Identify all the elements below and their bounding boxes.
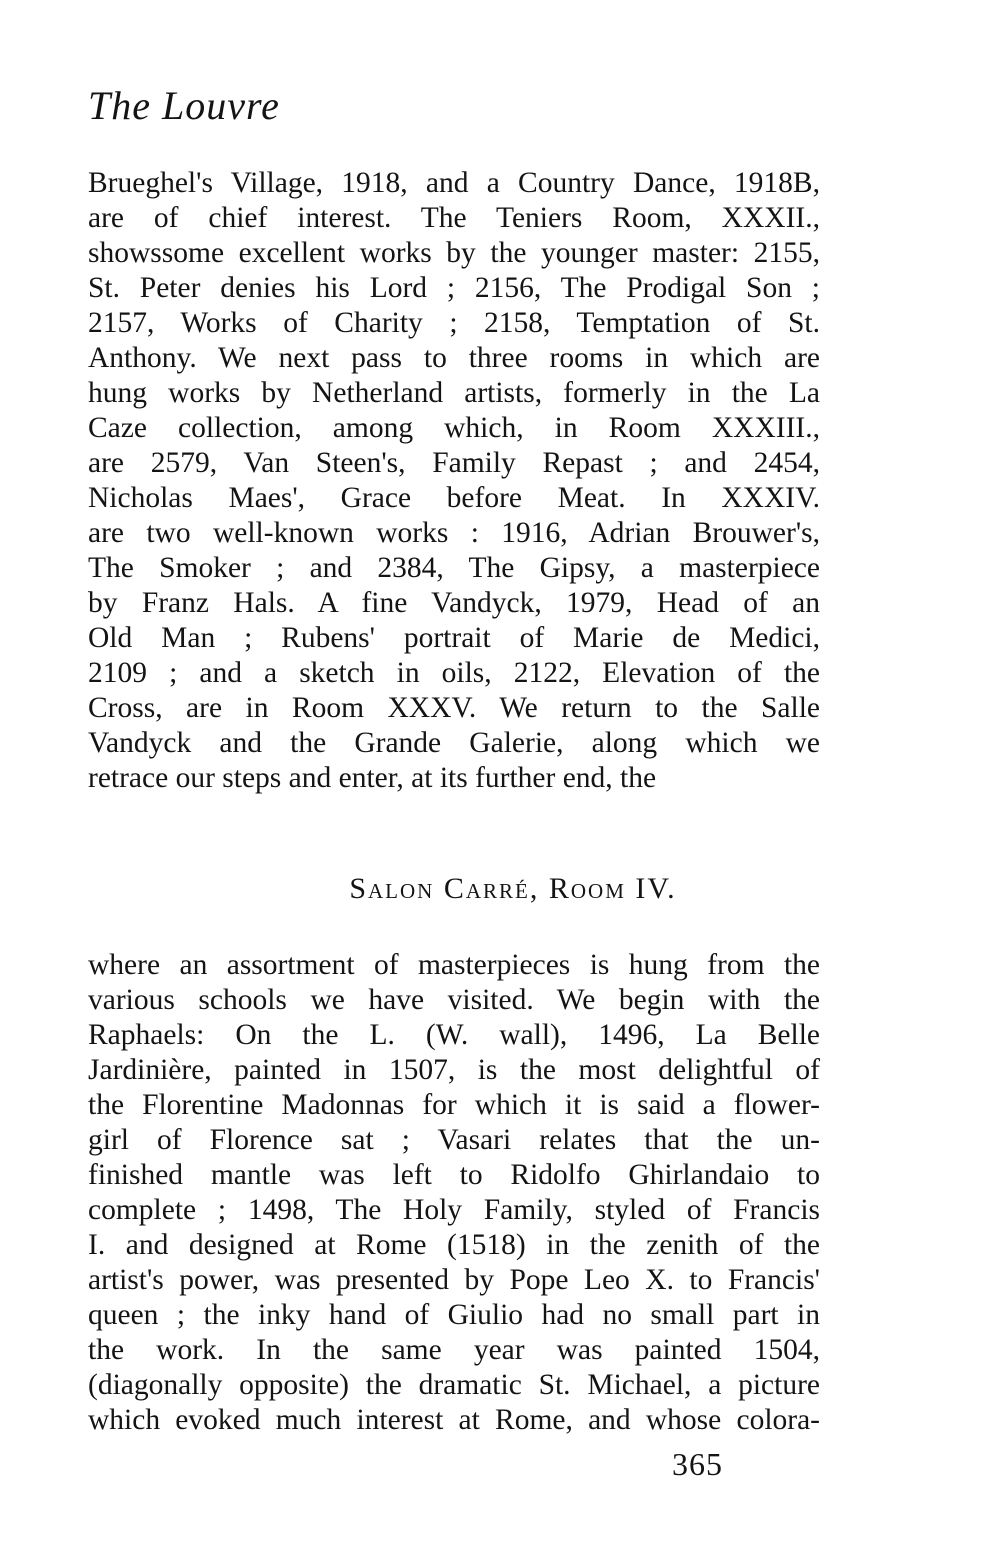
text-line: the work. In the same year was painted 1504, xyxy=(88,1334,820,1366)
text-line: are two well-known works : 1916, Adrian Brouwer's, xyxy=(88,517,820,549)
text-line: the Florentine Madonnas for which it is said a flower- xyxy=(88,1089,820,1121)
text-line: St. Peter denies his Lord ; 2156, The Prodigal Son ; xyxy=(88,272,820,304)
text-line: where an assortment of masterpieces is hung from the xyxy=(88,949,820,981)
text-line: are of chief interest. The Teniers Room, XXXII., xyxy=(88,202,820,234)
text-line: hung works by Netherland artists, formerly in the La xyxy=(88,377,820,409)
section-heading: Salon Carré, Room IV. xyxy=(349,872,677,905)
text-line: various schools we have visited. We begin with the xyxy=(88,984,820,1016)
text-line: Jardinière, painted in 1507, is the most delightful of xyxy=(88,1054,820,1086)
text-line: retrace our steps and enter, at its further end, the xyxy=(88,762,657,794)
text-line: showssome excellent works by the younger master: 2155, xyxy=(88,237,820,269)
text-line: Caze collection, among which, in Room XXXIII., xyxy=(88,412,820,444)
text-line: I. and designed at Rome (1518) in the zenith of the xyxy=(88,1229,820,1261)
text-line: girl of Florence sat ; Vasari relates that the un- xyxy=(88,1124,820,1156)
running-head: The Louvre xyxy=(88,83,280,128)
text-line: The Smoker ; and 2384, The Gipsy, a masterpiece xyxy=(88,552,820,584)
text-line: which evoked much interest at Rome, and whose colora- xyxy=(88,1404,820,1436)
text-line: Nicholas Maes', Grace before Meat. In XXXIV. xyxy=(88,482,820,514)
text-line: are 2579, Van Steen's, Family Repast ; and 2454, xyxy=(88,447,820,479)
paragraph-2 xyxy=(88,948,820,1438)
text-line: Old Man ; Rubens' portrait of Marie de Medici, xyxy=(88,622,820,654)
text-line: Brueghel's Village, 1918, and a Country Dance, 1918B, xyxy=(88,167,820,199)
text-line: complete ; 1498, The Holy Family, styled of Francis xyxy=(88,1194,820,1226)
text-line: Anthony. We next pass to three rooms in which are xyxy=(88,342,820,374)
paragraph-1 xyxy=(88,166,820,796)
text-line: Vandyck and the Grande Galerie, along which we xyxy=(88,727,820,759)
text-line: (diagonally opposite) the dramatic St. Michael, a picture xyxy=(88,1369,820,1401)
text-line: 2157, Works of Charity ; 2158, Temptation of St. xyxy=(88,307,820,339)
text-line: Cross, are in Room XXXV. We return to the Salle xyxy=(88,692,820,724)
text-line: 2109 ; and a sketch in oils, 2122, Elevation of the xyxy=(88,657,820,689)
text-line: Raphaels: On the L. (W. wall), 1496, La Belle xyxy=(88,1019,820,1051)
text-line: by Franz Hals. A fine Vandyck, 1979, Head of an xyxy=(88,587,820,619)
text-line: artist's power, was presented by Pope Leo X. to Francis' xyxy=(88,1264,820,1296)
text-line: finished mantle was left to Ridolfo Ghirlandaio to xyxy=(88,1159,820,1191)
text-line: queen ; the inky hand of Giulio had no small part in xyxy=(88,1299,820,1331)
page-number: 365 xyxy=(672,1446,723,1482)
